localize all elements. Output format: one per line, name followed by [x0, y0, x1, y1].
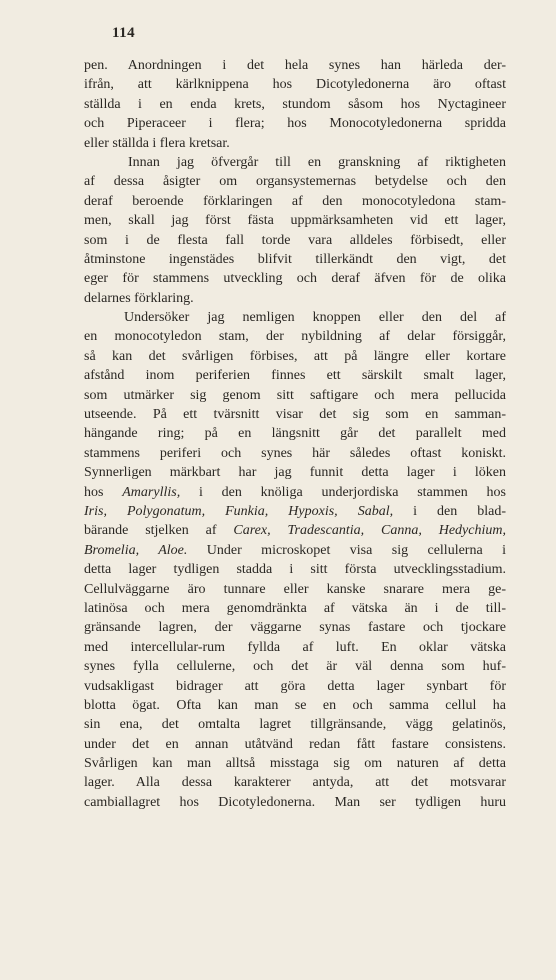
italic-segment: Carex, Tradescantia, Canna, Hedychium,: [233, 523, 506, 539]
body-text: [84, 56, 506, 812]
text-line: [84, 211, 506, 230]
text-line: [84, 269, 506, 288]
text-segment: en monocotyledon stam, der nybildning af delar försiggår,: [84, 329, 506, 345]
text-segment: utseende. På ett tvärsnitt visar det sig som en samman-: [84, 407, 506, 423]
text-line: [84, 424, 506, 443]
text-segment: Under microskopet visa sig cellulerna i: [187, 542, 506, 558]
text-line: [84, 560, 506, 579]
text-segment: Undersöker jag nemligen knoppen eller den del af: [124, 310, 506, 326]
text-line: [84, 75, 506, 94]
text-segment: detta lager tydligen stadda i sitt första utvecklingsstadium.: [84, 562, 506, 578]
text-segment: i den knöliga underjordiska stammen hos: [180, 484, 506, 500]
text-line: [84, 483, 506, 502]
text-line: [84, 114, 506, 133]
text-segment: hos: [84, 484, 123, 500]
text-segment: pen. Anordningen i det hela synes han härleda der-: [84, 58, 506, 73]
italic-segment: Amaryllis,: [122, 484, 181, 500]
text-line: [84, 715, 506, 734]
text-segment: deraf beroende förklaringen af den monocotyledona stam-: [84, 193, 506, 209]
text-segment: Svårligen kan man alltså misstaga sig om naturen af detta: [84, 756, 506, 772]
text-segment: åtminstone ingenstädes blifvit tillerkändt den vigt, det: [84, 251, 506, 267]
text-line: [84, 793, 506, 812]
text-line: [84, 95, 506, 114]
text-line: [84, 696, 506, 715]
text-line: [84, 541, 506, 560]
text-line: [84, 735, 506, 754]
text-segment: och Piperaceer i flera; hos Monocotyledonerna spridda: [84, 116, 506, 132]
page-number: 114: [112, 25, 136, 41]
text-line: [84, 327, 506, 346]
text-segment: sin ena, det omtalta lagret tillgränsande, vägg gelatinös,: [84, 717, 506, 733]
text-segment: ställda i en enda krets, stundom såsom hos Nyctagineer: [84, 96, 506, 112]
text-line: [84, 618, 506, 637]
text-line: [84, 580, 506, 599]
text-line: [84, 153, 506, 172]
text-segment: eller ställda i flera kretsar.: [84, 135, 230, 151]
text-line: [84, 502, 506, 521]
text-line: [84, 638, 506, 657]
text-segment: lager. Alla dessa karakterer antyda, att det motsvarar: [84, 775, 506, 791]
text-line: [84, 463, 506, 482]
text-segment: afstånd inom periferien finnes ett särskilt smalt lager,: [84, 368, 506, 384]
italic-segment: Iris, Polygonatum, Funkia, Hypoxis, Sabal,: [84, 503, 394, 519]
text-segment: eger för stammens utveckling och deraf äfven för de olika: [84, 271, 506, 287]
text-line: [84, 599, 506, 618]
text-line: [84, 250, 506, 269]
text-segment: vudsakligast bidrager att göra detta lager synbart för: [84, 678, 506, 694]
text-line: [84, 657, 506, 676]
text-segment: Innan jag öfvergår till en granskning af riktigheten: [128, 154, 506, 170]
text-segment: hängande ring; på en längsnitt går det parallelt med: [84, 426, 506, 442]
text-segment: blotta ögat. Ofta kan man se en och samma cellul ha: [84, 697, 506, 713]
text-segment: så kan det svårligen förbises, att på längre eller kortare: [84, 348, 506, 364]
text-line: [84, 366, 506, 385]
text-segment: bärande stjelken af: [84, 523, 234, 539]
text-segment: latinösa och mera genomdränkta af vätska än i de till-: [84, 600, 506, 616]
text-segment: ifrån, att kärlknippena hos Dicotyledonerna äro oftast: [84, 77, 506, 93]
text-segment: i den blad-: [393, 503, 506, 519]
text-line: [84, 444, 506, 463]
text-line: [84, 289, 506, 308]
text-line: [84, 521, 506, 540]
text-line: [84, 754, 506, 773]
text-line: [84, 192, 506, 211]
text-line: [84, 308, 506, 327]
text-segment: af dessa åsigter om organsystemernas betydelse och den: [84, 174, 506, 190]
text-segment: men, skall jag först fästa uppmärksamheten vid ett lager,: [84, 213, 506, 229]
text-line: [84, 386, 506, 405]
text-segment: under det en annan utåtvänd redan fått fastare consistens.: [84, 736, 506, 752]
text-segment: Synnerligen märkbart har jag funnit detta lager i löken: [84, 465, 506, 481]
text-segment: stammens periferi och synes här således oftast koniskt.: [84, 445, 506, 461]
text-line: [84, 134, 506, 153]
text-line: [84, 231, 506, 250]
text-segment: gränsande lagren, der väggarne synas fastare och tjockare: [84, 620, 506, 636]
text-line: [84, 405, 506, 424]
text-line: [84, 773, 506, 792]
text-segment: cambiallagret hos Dicotyledonerna. Man ser tydligen huru: [84, 794, 506, 810]
text-line: [84, 347, 506, 366]
text-line: [84, 172, 506, 191]
text-line: [84, 677, 506, 696]
text-line: [84, 56, 506, 75]
text-segment: synes fylla cellulerne, och det är väl denna som huf-: [84, 659, 506, 675]
text-segment: som i de flesta fall torde vara alldeles förbisedt, eller: [84, 232, 506, 248]
text-segment: med intercellular-rum fyllda af luft. En oklar vätska: [84, 639, 506, 655]
text-segment: Cellulväggarne äro tunnare eller kanske snarare mera ge-: [84, 581, 506, 597]
italic-segment: Bromelia, Aloe.: [84, 542, 188, 558]
text-segment: delarnes förklaring.: [84, 290, 194, 306]
text-segment: som utmärker sig genom sitt saftigare och mera pellucida: [84, 387, 506, 403]
book-page: [84, 24, 506, 812]
